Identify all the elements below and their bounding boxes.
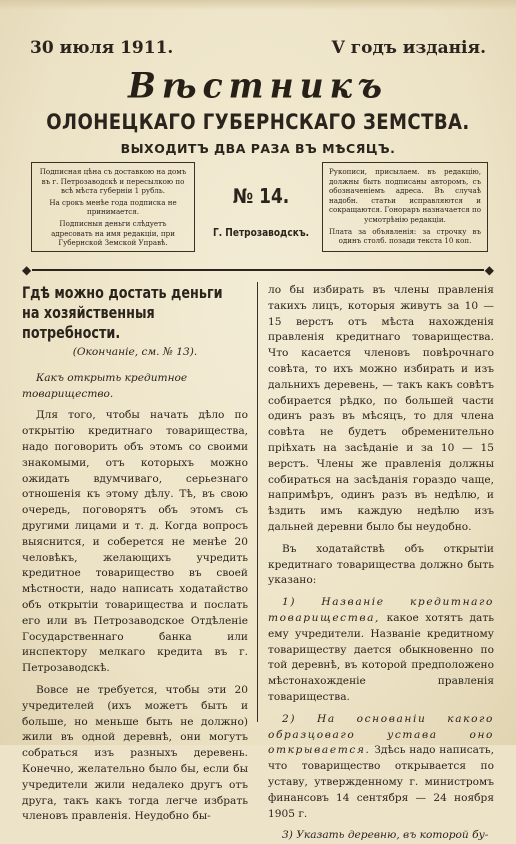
page-edge-shadow [0, 0, 516, 10]
list-item [268, 595, 494, 706]
list-item [268, 712, 494, 823]
article-paragraph: Вовсе не требуется, чтобы эти 20 учредителей (ихъ можетъ быть и больше, но меньше быть не должно) жили въ одной деревнѣ, они могутъ собраться изъ разныхъ деревень. Конечно, желательно было бы, если бы учредители жили недалеко другъ отъ друга, такъ какъ тогда легче избрать членовъ правленія. Неудобно бы- [22, 683, 248, 823]
subscription-box [31, 162, 195, 252]
article-ending-note: (Окончаніе, см. № 13). [72, 346, 198, 358]
subscription-term: На срокъ менѣе года подписка не принимается. [49, 197, 177, 217]
manuscripts-rules: Рукописи, присылаем. въ редакцію, должны быть подписаны авторомъ, съ обозначеніемъ адреса. Въ случаѣ надобн. статьи исправляются и сокращаются. Гонораръ назначается по усмотрѣнію редакціи. [329, 167, 481, 224]
year-of-issue: V годъ изданія. [331, 38, 486, 58]
advert-price: Плата за объявленія: за строчку въ одинъ столб. позади текста 10 коп. [329, 226, 481, 246]
rule-ornament-right-icon: ◆ [484, 263, 494, 277]
issue-number: № 14. [232, 184, 290, 208]
article-paragraph: ло бы избирать въ члены правленія такихъ лицъ, которыя живутъ за 10 — 15 верстъ отъ мѣста нахожденія правленія кредитнаго товарищества. Что касается членовъ повѣрочнаго совѣта, то ихъ можно избирать и изъ дальнихъ деревень, — такъ какъ совѣтъ собирается рѣдко, по большей части одинъ разъ въ мѣсяцъ, то для члена совѣта не будетъ обременительно пріѣхать на засѣданіе и за 10 — 15 верстъ. Члены же правленія должны собираться на засѣданія гораздо чаще, напримѣръ, одинъ разъ въ недѣлю, и ѣздить имъ каждую недѣлю изъ дальней деревни было бы неудобно. [268, 284, 494, 533]
column-divider [257, 282, 258, 722]
article-subhead: Какъ открыть кредитное товарищество. [22, 371, 188, 400]
list-item-label: 2) На основаніи какого образцоваго устава оно открывается. [268, 712, 494, 757]
masthead-subtitle: ОЛОНЕЦКАГО ГУБЕРНСКАГО ЗЕМСТВА. [46, 110, 470, 134]
issue-date: 30 июля 1911. [30, 38, 174, 58]
article-paragraph: Для того, чтобы начать дѣло по открытію кредитнаго товарищества, надо поговорить объ этомъ со своими знакомыми, отъ которыхъ можно ожидать вдумчиваго, серьезнаго отношенія къ этому дѣлу. Тѣ, въ свою очередь, поговорятъ объ этомъ съ другими лицами и т. д. Когда вопросъ выяснится, и соберется не менѣе 20 человѣкъ, желающихъ учредить кредитное товарищество въ своей мѣстности, надо написать ходатайство объ открытіи товарищества и послать его или въ Петрозаводское Отдѣленіе Государственнаго банка или инспектору мелкаго кредита въ г. Петрозаводскѣ. [22, 409, 248, 675]
list-item-text: какое хотятъ дать ему учредители. Названіе кредитному товариществу дается обыкновенно по той деревнѣ, въ которой предположено мѣстонахожденіе правленія товарищества. [268, 611, 494, 703]
issue-city: Г. Петрозаводскъ. [212, 226, 310, 239]
list-item-label: 3) Указать деревню, въ которой бу- [282, 829, 489, 842]
masthead-frequency: ВЫХОДИТЪ ДВА РАЗА ВЪ МѢСЯЦЪ. [120, 141, 396, 156]
list-item-text: Здѣсь надо написать, что товарищество открывается по уставу, утвержденному г. министромъ финансовъ 14 сентября — 24 ноября 1905 г. [268, 744, 494, 820]
article-column-left [22, 283, 248, 825]
article-headline: Гдѣ можно достать деньги на хозяйственныя потребности. [22, 284, 223, 342]
subscription-address: Подписныя деньги слѣдуетъ адресовать на имя редакціи, при Губернской Земской Управѣ. [51, 218, 175, 248]
list-item [268, 828, 494, 844]
article-paragraph: Въ ходатайствѣ объ открытіи кредитнаго товарищества должно быть указано: [268, 542, 494, 587]
article-column-right [268, 283, 494, 844]
manuscripts-box [322, 162, 488, 252]
masthead-title: Вѣстникъ [128, 65, 388, 106]
ornamental-rule [22, 263, 494, 277]
list-item-label: 1) Названіе кредитнаго товарищества, [268, 596, 494, 624]
rule-ornament-left-icon: ◆ [22, 263, 32, 277]
rule-line [32, 269, 484, 271]
subscription-price: Подписная цѣна съ доставкою на домъ въ г. Петрозаводскѣ и пересылкою по всѣ мѣста губерніи 1 рубль. [39, 167, 187, 196]
